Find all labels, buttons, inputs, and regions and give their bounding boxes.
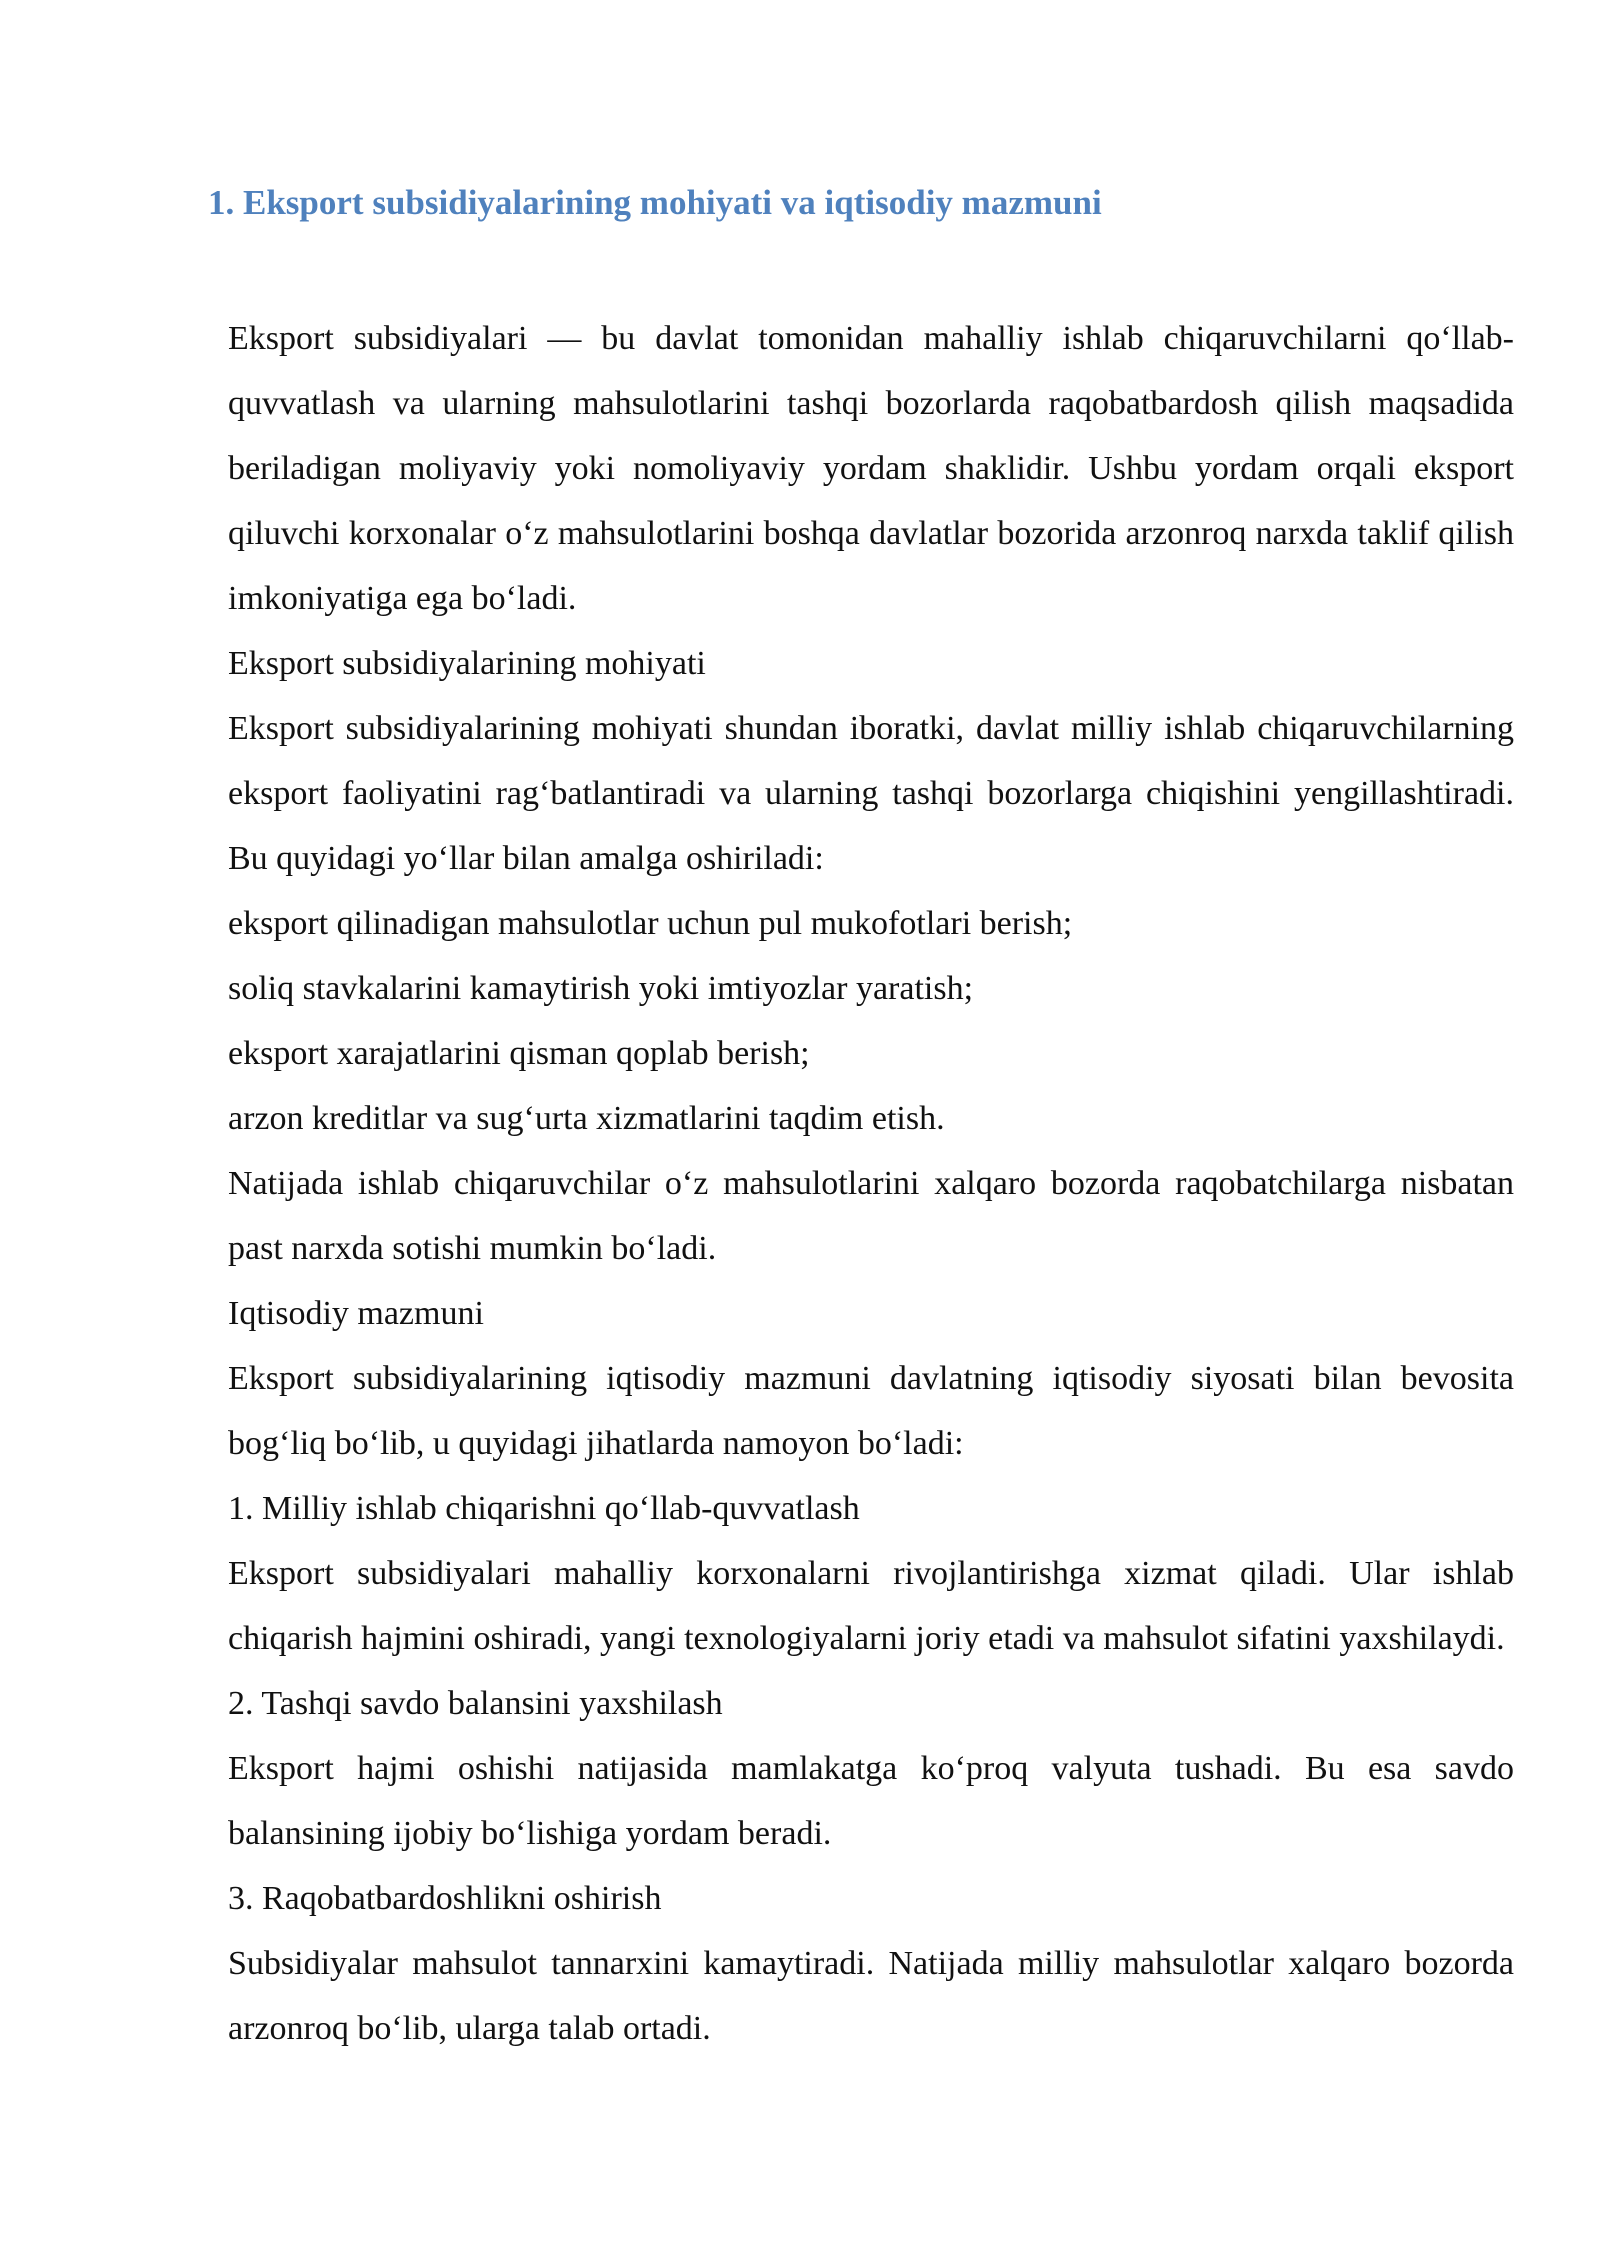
subheading-economic-content: Iqtisodiy mazmuni (228, 1295, 484, 1332)
list-item: eksport xarajatlarini qisman qoplab berish; (228, 1035, 810, 1072)
document-body (228, 306, 1514, 2061)
economic-content-paragraph: Eksport subsidiyalarining iqtisodiy mazmuni davlatning iqtisodiy siyosati bilan bevosita bog‘liq bo‘lib, u quyidagi jihatlarda namoyon bo‘ladi: (228, 1360, 1514, 1462)
section-heading: 1. Eksport subsidiyalarining mohiyati va iqtisodiy mazmuni (208, 183, 1102, 222)
numbered-subheading: 1. Milliy ishlab chiqarishni qo‘llab-quvvatlash (228, 1490, 860, 1527)
intro-paragraph: Eksport subsidiyalari — bu davlat tomonidan mahalliy ishlab chiqaruvchilarni qo‘llab-quvvatlash va ularning mahsulotlarini tashqi bozorlarda raqobatbardosh qilish maqsadida beriladigan moliyaviy yoki nomoliyaviy yordam shaklidir. Ushbu yordam orqali eksport qiluvchi korxonalar o‘z mahsulotlarini boshqa davlatlar bozorida arzonroq narxda taklif qilish imkoniyatiga ega bo‘ladi. (228, 320, 1514, 617)
numbered-subheading: 2. Tashqi savdo balansini yaxshilash (228, 1685, 723, 1722)
numbered-subheading: 3. Raqobatbardoshlikni oshirish (228, 1880, 662, 1917)
trade-balance-paragraph: Eksport hajmi oshishi natijasida mamlakatga ko‘proq valyuta tushadi. Bu esa savdo balansining ijobiy bo‘lishiga yordam beradi. (228, 1750, 1514, 1852)
subheading-essence: Eksport subsidiyalarining mohiyati (228, 645, 706, 682)
result-paragraph: Natijada ishlab chiqaruvchilar o‘z mahsulotlarini xalqaro bozorda raqobatchilarga nisbatan past narxda sotishi mumkin bo‘ladi. (228, 1165, 1514, 1267)
essence-paragraph: Eksport subsidiyalarining mohiyati shundan iboratki, davlat milliy ishlab chiqaruvchilarning eksport faoliyatini rag‘batlantiradi va ularning tashqi bozorlarga chiqishini yengillashtiradi. Bu quyidagi yo‘llar bilan amalga oshiriladi: (228, 710, 1514, 877)
list-item: eksport qilinadigan mahsulotlar uchun pul mukofotlari berish; (228, 905, 1073, 942)
support-paragraph: Eksport subsidiyalari mahalliy korxonalarni rivojlantirishga xizmat qiladi. Ular ishlab chiqarish hajmini oshiradi, yangi texnologiyalarni joriy etadi va mahsulot sifatini yaxshilaydi. (228, 1555, 1514, 1657)
competitiveness-paragraph: Subsidiyalar mahsulot tannarxini kamaytiradi. Natijada milliy mahsulotlar xalqaro bozorda arzonroq bo‘lib, ularga talab ortadi. (228, 1945, 1514, 2047)
list-item: arzon kreditlar va sug‘urta xizmatlarini taqdim etish. (228, 1100, 945, 1137)
list-item: soliq stavkalarini kamaytirish yoki imtiyozlar yaratish; (228, 970, 974, 1007)
